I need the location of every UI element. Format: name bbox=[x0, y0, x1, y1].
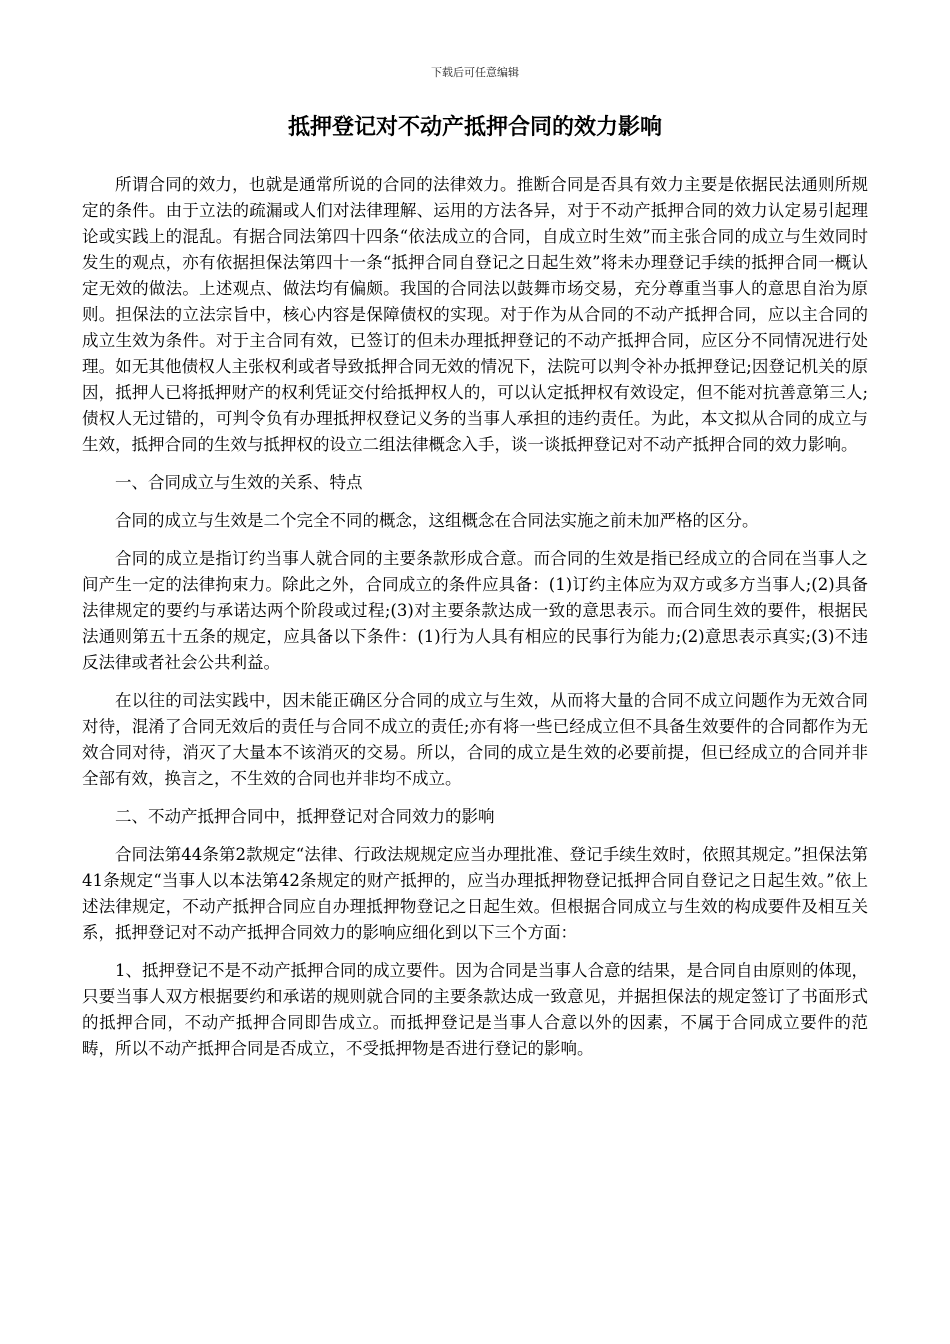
paragraph: 合同法第44条第2款规定“法律、行政法规规定应当办理批准、登记手续生效时，依照其规定。”担保法第41条规定“当事人以本法第42条规定的财产抵押的，应当办理抵押物登记抵押合同自登记之日起生效。”依上述法律规定，不动产抵押合同应自办理抵押物登记之日起生效。但根据合同成立与生效的构成要件及相互关系，抵押登记对不动产抵押合同效力的影响应细化到以下三个方面： bbox=[82, 845, 868, 942]
paragraph: 合同的成立是指订约当事人就合同的主要条款形成合意。而合同的生效是指已经成立的合同在当事人之间产生一定的法律拘束力。除此之外，合同成立的条件应具备：(1)订约主体应为双方或多方当事人;(2)具备法律规定的要约与承诺达两个阶段或过程;(3)对主要条款达成一致的意思表示。而合同生效的要件，根据民法通则第五十五条的规定，应具备以下条件：(1)行为人具有相应的民事行为能力;(2)意思表示真实;(3)不违反法律或者社会公共利益。 bbox=[82, 549, 868, 672]
document-body bbox=[82, 172, 868, 1074]
document-title: 抵押登记对不动产抵押合同的效力影响 bbox=[287, 114, 662, 140]
paragraph: 1、抵押登记不是不动产抵押合同的成立要件。因为合同是当事人合意的结果，是合同自由原则的体现，只要当事人双方根据要约和承诺的规则就合同的主要条款达成一致意见，并据担保法的规定签订了书面形式的抵押合同，不动产抵押合同即告成立。而抵押登记是当事人合意以外的因素，不属于合同成立要件的范畴，所以不动产抵押合同是否成立，不受抵押物是否进行登记的影响。 bbox=[82, 961, 868, 1058]
section-heading-2: 二、不动产抵押合同中，抵押登记对合同效力的影响 bbox=[115, 807, 495, 826]
paragraph-intro: 所谓合同的效力，也就是通常所说的合同的法律效力。推断合同是否具有效力主要是依据民法通则所规定的条件。由于立法的疏漏或人们对法律理解、运用的方法各异，对于不动产抵押合同的效力认定易引起理论或实践上的混乱。有据合同法第四十四条“依法成立的合同，自成立时生效”而主张合同的成立与生效同时发生的观点，亦有依据担保法第四十一条“抵押合同自登记之日起生效”将未办理登记手续的抵押合同一概认定无效的做法。上述观点、做法均有偏颇。我国的合同法以鼓舞市场交易，充分尊重当事人的意思自治为原则。担保法的立法宗旨中，核心内容是保障债权的实现。对于作为从合同的不动产抵押合同，应以主合同的成立生效为条件。对于主合同有效，已签订的但未办理抵押登记的不动产抵押合同，应区分不同情况进行处理。如无其他债权人主张权利或者导致抵押合同无效的情况下，法院可以判令补办抵押登记;因登记机关的原因，抵押人已将抵押财产的权利凭证交付给抵押权人的，可以认定抵押权有效设定，但不能对抗善意第三人;债权人无过错的，可判令负有办理抵押权登记义务的当事人承担的违约责任。为此，本文拟从合同的成立与生效，抵押合同的生效与抵押权的设立二组法律概念入手，谈一谈抵押登记对不动产抵押合同的效力影响。 bbox=[82, 175, 868, 454]
paragraph: 在以往的司法实践中，因未能正确区分合同的成立与生效，从而将大量的合同不成立问题作为无效合同对待，混淆了合同无效后的责任与合同不成立的责任;亦有将一些已经成立但不具备生效要件的合同都作为无效合同对待，消灭了大量本不该消灭的交易。所以，合同的成立是生效的必要前提，但已经成立的合同并非全部有效，换言之，不生效的合同也并非均不成立。 bbox=[82, 691, 868, 788]
paragraph: 合同的成立与生效是二个完全不同的概念，这组概念在合同法实施之前未加严格的区分。 bbox=[115, 511, 759, 530]
header-note: 下载后可任意编辑 bbox=[431, 66, 519, 79]
section-heading-1: 一、合同成立与生效的关系、特点 bbox=[115, 473, 363, 492]
